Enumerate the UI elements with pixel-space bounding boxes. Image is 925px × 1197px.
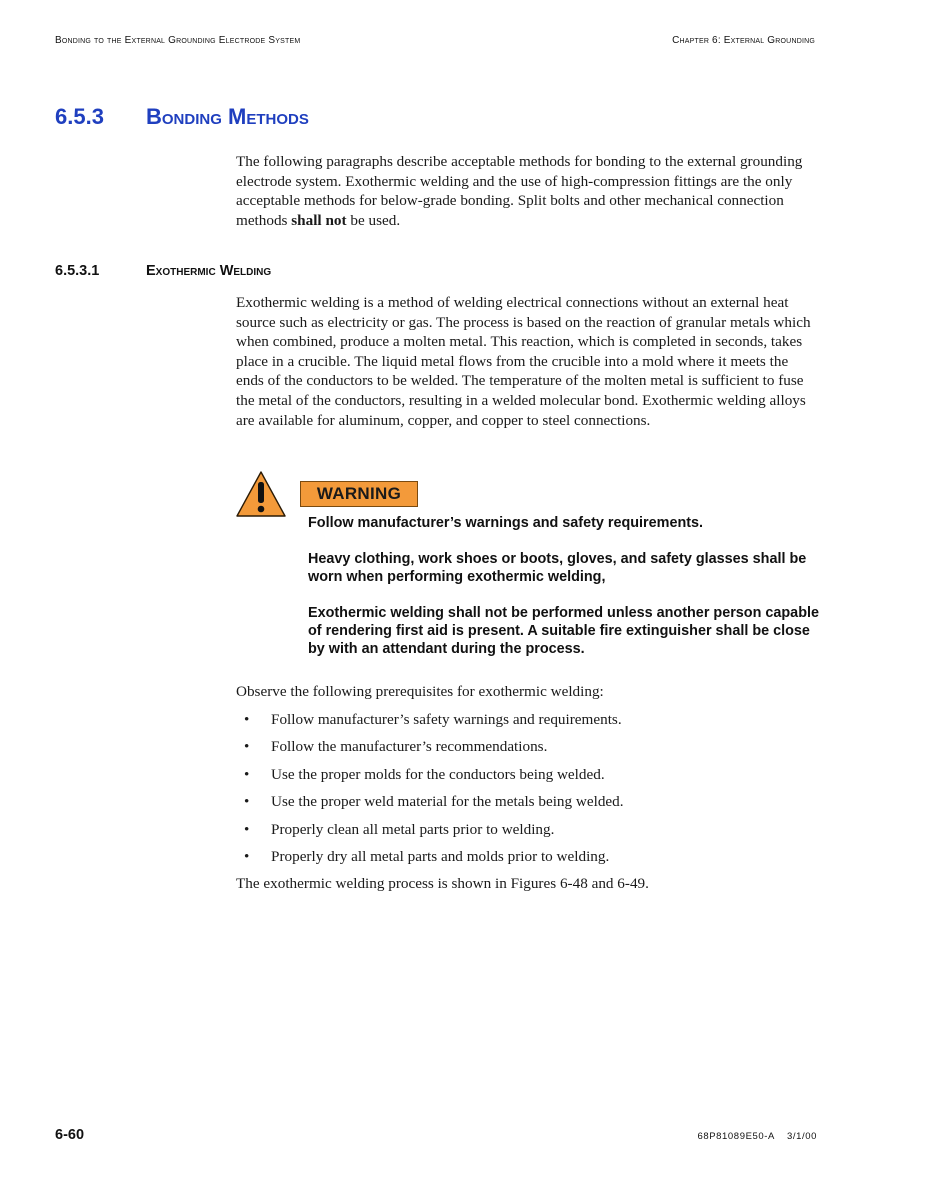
document-identifier — [697, 1131, 817, 1142]
document-date: 3/1/00 — [786, 1131, 817, 1142]
prerequisites-list — [236, 710, 624, 874]
list-item — [236, 737, 624, 764]
section-title: Bonding Methods — [146, 104, 309, 129]
exclamation-dot — [258, 506, 265, 513]
subsection-title: Exothermic Welding — [146, 263, 272, 279]
running-header-right: Chapter 6: External Grounding — [672, 35, 815, 46]
warning-triangle-icon — [235, 470, 287, 518]
warning-line-1: Follow manufacturer’s warnings and safety requirements. — [308, 515, 704, 531]
intro-text-before: The following paragraphs describe acceptable methods for bonding to the external grounding electrode system. Exothermic welding and the use of high-compression fittings are the only acceptable methods for below-grade bonding. Split bolts and other mechanical connection methods — [236, 153, 803, 229]
warning-label: WARNING — [300, 481, 418, 507]
list-item — [236, 847, 624, 874]
document-number: 68P81089E50-A — [697, 1131, 775, 1142]
list-item-text: Properly clean all metal parts prior to welding. — [271, 820, 555, 838]
list-item-text: Follow the manufacturer’s recommendations. — [271, 738, 548, 756]
list-item-text: Use the proper molds for the conductors being welded. — [271, 765, 605, 783]
page-number: 6-60 — [55, 1127, 85, 1143]
intro-text-after: be used. — [346, 211, 401, 229]
list-item — [236, 792, 624, 819]
list-item — [236, 765, 624, 792]
warning-line-3: Exothermic welding shall not be performed unless another person capable of rendering first aid is present. A suitable fire extinguisher shall be close by with an attendant during the process. — [308, 605, 819, 657]
list-item — [236, 710, 624, 737]
bullet-mark: • — [244, 738, 250, 756]
list-item — [236, 820, 624, 847]
exclamation-bar — [258, 482, 264, 503]
list-item-text: Follow manufacturer’s safety warnings and requirements. — [271, 711, 622, 728]
intro-text-bold: shall not — [291, 211, 347, 229]
subsection-number: 6.5.3.1 — [55, 263, 100, 279]
bullet-mark: • — [244, 820, 250, 838]
prerequisites-intro: Observe the following prerequisites for exothermic welding: — [236, 683, 604, 700]
list-item-text: Use the proper weld material for the metals being welded. — [271, 793, 624, 811]
exothermic-paragraph: Exothermic welding is a method of welding electrical connections without an external heat source such as electricity or gas. The process is based on the reaction of granular metals which when combined, produce a molten metal. This reaction, which is completed in seconds, takes place in a crucible. The liquid metal flows from the crucible into a mold where it meets the ends of the conductors to be welded. The temperature of the molten metal is sufficient to fuse the metal of the conductors, resulting in a welded molecular bond. Exothermic welding alloys are available for aluminum, copper, and copper to steel connections. — [236, 294, 811, 429]
list-item-text: Properly dry all metal parts and molds prior to welding. — [271, 847, 610, 865]
bullet-mark: • — [244, 765, 250, 783]
section-intro-paragraph — [236, 152, 816, 230]
figures-reference: The exothermic welding process is shown in Figures 6-48 and 6-49. — [236, 875, 649, 892]
section-number: 6.5.3 — [55, 104, 104, 129]
warning-line-2: Heavy clothing, work shoes or boots, gloves, and safety glasses shall be worn when performing exothermic welding, — [308, 551, 807, 585]
bullet-mark: • — [244, 847, 250, 865]
bullet-mark: • — [244, 793, 250, 811]
bullet-mark: • — [244, 711, 250, 728]
running-header-left: Bonding to the External Grounding Electrode System — [55, 35, 301, 46]
